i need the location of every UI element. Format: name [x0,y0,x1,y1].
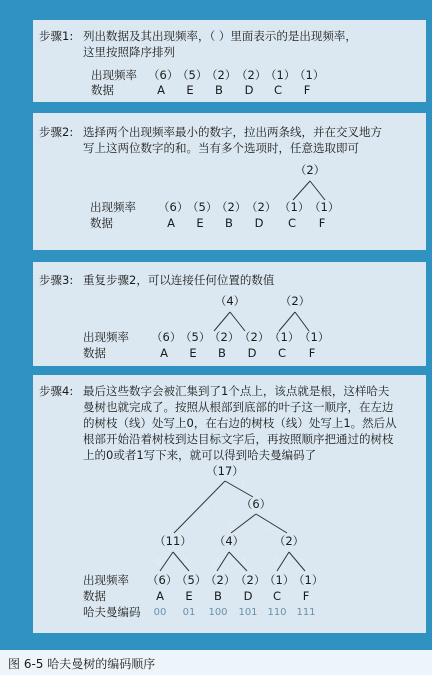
step1-freq: （2） [236,68,267,82]
step4-freq-label: 出现频率 [83,573,129,587]
step2-freq-label: 出现频率 [90,200,136,214]
step4-code: 00 [153,607,167,618]
step4-letter: B [214,589,222,603]
step4-node-6: （6） [240,497,272,511]
step2-letter: B [225,216,233,230]
step4-data-label: 数据 [83,589,106,603]
step1-freq-label: 出现频率 [91,68,137,82]
step1-letter: B [215,83,223,97]
step4-node-2: （2） [273,534,305,548]
step3-letter: F [308,346,316,360]
step2-freq: （2） [246,200,277,214]
step3-letter: E [189,346,197,360]
step4-letter: F [302,589,310,603]
step4-freq: （1） [293,573,324,587]
bit-label: 0 [213,557,220,568]
step2-letter: A [167,216,175,230]
step3-freq: （5） [180,330,211,344]
step2-text-line1: 选择两个出现频率最小的数字，拉出两条线，并在交叉地方 [83,125,382,139]
bit-label: 1 [240,478,247,489]
step3-freq: （1） [269,330,300,344]
step3-node-4: （4） [214,294,246,308]
step4-freq: （2） [235,573,266,587]
step4-code: 100 [208,607,228,618]
step2-node-2: （2） [294,163,326,177]
step4-label: 步骤4: [39,384,74,398]
step2-freq: （1） [279,200,310,214]
step4-panel [33,375,426,633]
step4-code-label: 哈夫曼编码 [83,605,141,619]
bit-label: 1 [241,557,248,568]
step1-letter: A [157,83,165,97]
step4-code: 01 [182,607,196,618]
step3-letter: D [247,346,257,360]
step3-text-line1: 重复步骤2，可以连接任何位置的数值 [83,273,275,287]
step2-text-line2: 写上这两位数字的和。当有多个选项时，任意选取即可 [83,141,359,155]
step2-data-label: 数据 [90,216,113,230]
step1-freq: （2） [206,68,237,82]
step1-freq: （1） [265,68,296,82]
step4-text-line5: 上的0或者1写下来，就可以得到哈夫曼编码了 [83,448,317,462]
step3-letter: A [160,346,168,360]
step2-freq: （6） [158,200,189,214]
step1-freq: （6） [148,68,179,82]
step1-freq: （1） [294,68,325,82]
step3-freq: （1） [299,330,330,344]
step1-text-line1: 列出数据及其出现频率，（ ）里面表示的是出现频率， [83,29,357,43]
step2-letter: E [196,216,204,230]
step3-node-2: （2） [279,294,311,308]
step3-data-label: 数据 [83,346,106,360]
bit-label: 0 [273,557,280,568]
step2-letter: F [318,216,326,230]
step4-text-line2: 曼树也就完成了。按照从根部到底部的叶子这一顺序，在左边 [83,400,394,414]
step4-freq: （6） [147,573,178,587]
step4-letter: A [156,589,164,603]
step3-freq: （2） [239,330,270,344]
step4-letter: D [243,589,253,603]
step1-letter: C [273,83,283,97]
step1-letter: E [186,83,194,97]
step4-text-line4: 根部开始沿着树枝到达目标文字后，再按照顺序把通过的树枝 [83,432,394,446]
step2-letter: D [254,216,264,230]
bit-label: 1 [183,557,190,568]
step1-panel [33,20,426,102]
step2-label: 步骤2: [39,125,74,139]
step4-node-4: （4） [213,534,245,548]
caption-bar [0,647,432,675]
step3-freq: （6） [151,330,182,344]
step3-freq: （2） [209,330,240,344]
step4-node-11: （11） [154,534,192,548]
bit-label: 0 [155,557,162,568]
step4-node-17: （17） [206,464,244,478]
step2-freq: （1） [309,200,340,214]
step1-letter: F [303,83,311,97]
step1-freq: （5） [177,68,208,82]
bit-label: 0 [203,503,210,514]
step3-panel [33,262,426,366]
step1-data-label: 数据 [91,83,114,97]
step4-freq: （2） [205,573,236,587]
step4-text-line3: 的树枝（线）处写上0，在右边的树枝（线）处写上1。然后从 [83,416,397,430]
step4-text-line1: 最后这些数字会被汇集到了1个点上，该点就是根，这样哈夫 [83,384,390,398]
step1-text-line2: 这里按照降序排列 [83,45,175,59]
step4-freq: （1） [264,573,295,587]
step1-letter: D [244,83,254,97]
step3-freq-label: 出现频率 [83,330,129,344]
step3-letter: B [218,346,226,360]
step4-letter: C [272,589,282,603]
figure-caption: 图 6-5 哈夫曼树的编码顺序 [8,657,156,671]
step3-label: 步骤3: [39,273,74,287]
bit-label: 0 [229,522,236,533]
step4-code: 101 [238,607,258,618]
step4-code: 110 [267,607,287,618]
step2-freq: （5） [187,200,218,214]
bit-label: 1 [266,522,273,533]
step2-freq: （2） [216,200,247,214]
step4-letter: E [185,589,193,603]
step1-label: 步骤1: [39,29,74,43]
step3-letter: C [277,346,287,360]
step4-code: 111 [296,607,316,618]
step4-freq: （5） [176,573,207,587]
step2-panel [33,113,426,250]
step2-letter: C [287,216,297,230]
bit-label: 1 [299,557,306,568]
